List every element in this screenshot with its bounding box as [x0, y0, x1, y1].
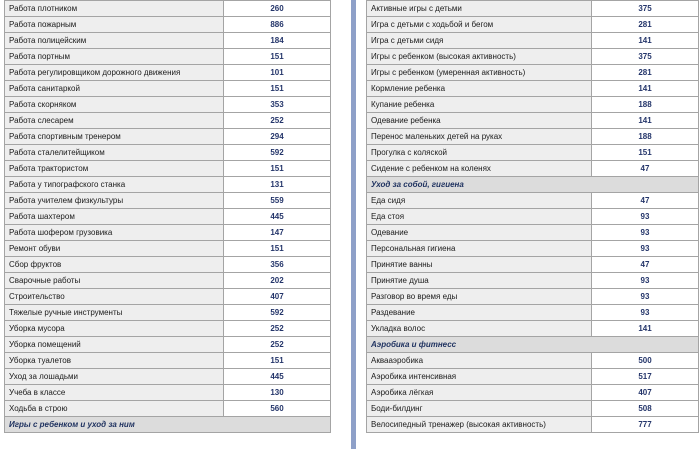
activity-name: Одевание [367, 225, 592, 241]
section-header-row [5, 417, 331, 433]
calorie-value: 886 [224, 17, 331, 33]
calorie-value: 777 [592, 417, 699, 433]
activity-name: Игра с детьми сидя [367, 33, 592, 49]
table-row [367, 49, 699, 65]
calorie-value: 281 [592, 17, 699, 33]
calorie-value: 184 [224, 33, 331, 49]
calorie-value: 151 [224, 49, 331, 65]
calorie-value: 252 [224, 337, 331, 353]
table-row [5, 145, 331, 161]
calorie-value: 407 [592, 385, 699, 401]
calorie-value: 101 [224, 65, 331, 81]
calorie-value: 93 [592, 225, 699, 241]
left-activity-table [4, 0, 331, 433]
table-row [367, 65, 699, 81]
calorie-value: 93 [592, 241, 699, 257]
calorie-value: 445 [224, 369, 331, 385]
table-row [367, 417, 699, 433]
table-row [5, 321, 331, 337]
calorie-value: 151 [224, 161, 331, 177]
calorie-value: 356 [224, 257, 331, 273]
calorie-value: 353 [224, 97, 331, 113]
table-row [367, 369, 699, 385]
activity-name: Работа учителем физкультуры [5, 193, 224, 209]
calorie-value: 47 [592, 257, 699, 273]
table-row [5, 209, 331, 225]
calorie-value: 130 [224, 385, 331, 401]
activity-name: Еда стоя [367, 209, 592, 225]
section-header: Уход за собой, гигиена [367, 177, 699, 193]
table-row [5, 65, 331, 81]
right-table-panel [366, 0, 699, 433]
calorie-value: 375 [592, 1, 699, 17]
calorie-value: 592 [224, 145, 331, 161]
activity-name: Работа скорняком [5, 97, 224, 113]
activity-name: Раздевание [367, 305, 592, 321]
table-row [367, 321, 699, 337]
table-row [367, 193, 699, 209]
activity-name: Уборка помещений [5, 337, 224, 353]
table-row [367, 33, 699, 49]
calorie-value: 47 [592, 193, 699, 209]
calorie-value: 202 [224, 273, 331, 289]
activity-name: Тяжелые ручные инструменты [5, 305, 224, 321]
calorie-value: 500 [592, 353, 699, 369]
table-row [367, 305, 699, 321]
calorie-value: 151 [592, 145, 699, 161]
activity-name: Игры с ребенком (умеренная активность) [367, 65, 592, 81]
activity-name: Аэробика интенсивная [367, 369, 592, 385]
calorie-value: 151 [224, 81, 331, 97]
section-header: Игры с ребенком и уход за ним [5, 417, 331, 433]
table-row [5, 193, 331, 209]
activity-name: Принятие душа [367, 273, 592, 289]
table-row [5, 113, 331, 129]
calorie-value: 560 [224, 401, 331, 417]
calorie-value: 147 [224, 225, 331, 241]
activity-name: Боди-билдинг [367, 401, 592, 417]
table-row [5, 369, 331, 385]
activity-name: Кормление ребенка [367, 81, 592, 97]
table-row [5, 401, 331, 417]
activity-name: Работа полицейским [5, 33, 224, 49]
activity-name: Работа регулировщиком дорожного движения [5, 65, 224, 81]
left-table-panel [4, 0, 331, 433]
panel-divider [351, 0, 356, 449]
activity-name: Активные игры с детьми [367, 1, 592, 17]
calorie-value: 151 [224, 353, 331, 369]
calorie-value: 508 [592, 401, 699, 417]
activity-name: Работа плотником [5, 1, 224, 17]
table-row [367, 97, 699, 113]
table-row [367, 113, 699, 129]
section-header-row [367, 337, 699, 353]
calorie-value: 141 [592, 33, 699, 49]
activity-name: Работа пожарным [5, 17, 224, 33]
activity-name: Перенос маленьких детей на руках [367, 129, 592, 145]
activity-name: Строительство [5, 289, 224, 305]
activity-name: Укладка волос [367, 321, 592, 337]
activity-name: Одевание ребенка [367, 113, 592, 129]
table-row [5, 353, 331, 369]
activity-name: Уборка туалетов [5, 353, 224, 369]
table-row [367, 289, 699, 305]
activity-name: Работа слесарем [5, 113, 224, 129]
calorie-value: 131 [224, 177, 331, 193]
right-activity-table [366, 0, 699, 433]
calorie-value: 252 [224, 113, 331, 129]
calorie-value: 141 [592, 113, 699, 129]
activity-name: Работа шофером грузовика [5, 225, 224, 241]
activity-name: Работа у типографского станка [5, 177, 224, 193]
right-table-body [367, 1, 699, 433]
calorie-value: 141 [592, 321, 699, 337]
calorie-value: 188 [592, 97, 699, 113]
table-row [367, 273, 699, 289]
table-row [367, 385, 699, 401]
activity-name: Ходьба в строю [5, 401, 224, 417]
activity-name: Игра с детьми с ходьбой и бегом [367, 17, 592, 33]
calorie-value: 188 [592, 129, 699, 145]
section-header-row [367, 177, 699, 193]
activity-name: Еда сидя [367, 193, 592, 209]
activity-name: Купание ребенка [367, 97, 592, 113]
calorie-value: 93 [592, 305, 699, 321]
table-row [367, 225, 699, 241]
calorie-value: 93 [592, 289, 699, 305]
table-row [5, 161, 331, 177]
calorie-value: 141 [592, 81, 699, 97]
table-row [5, 289, 331, 305]
activity-name: Сбор фруктов [5, 257, 224, 273]
table-row [367, 81, 699, 97]
table-row [5, 97, 331, 113]
table-row [5, 177, 331, 193]
activity-name: Уход за лошадьми [5, 369, 224, 385]
activity-name: Разговор во время еды [367, 289, 592, 305]
table-row [367, 145, 699, 161]
calorie-value: 252 [224, 321, 331, 337]
table-row [5, 257, 331, 273]
calorie-value: 93 [592, 209, 699, 225]
table-row [5, 17, 331, 33]
activity-name: Работа шахтером [5, 209, 224, 225]
table-row [367, 241, 699, 257]
activity-name: Работа портным [5, 49, 224, 65]
calorie-value: 47 [592, 161, 699, 177]
activity-name: Принятие ванны [367, 257, 592, 273]
calorie-value: 260 [224, 1, 331, 17]
table-row [367, 209, 699, 225]
activity-name: Игры с ребенком (высокая активность) [367, 49, 592, 65]
table-row [5, 225, 331, 241]
table-row [5, 81, 331, 97]
calorie-value: 559 [224, 193, 331, 209]
table-row [5, 273, 331, 289]
activity-name: Персональная гигиена [367, 241, 592, 257]
activity-name: Уборка мусора [5, 321, 224, 337]
calorie-value: 445 [224, 209, 331, 225]
table-row [367, 161, 699, 177]
calorie-value: 151 [224, 241, 331, 257]
activity-name: Прогулка с коляской [367, 145, 592, 161]
calorie-value: 592 [224, 305, 331, 321]
activity-name: Работа сталелитейщиком [5, 145, 224, 161]
table-row [5, 305, 331, 321]
table-row [5, 241, 331, 257]
activity-name: Учеба в классе [5, 385, 224, 401]
activity-name: Аквааэробика [367, 353, 592, 369]
table-row [367, 353, 699, 369]
table-row [5, 1, 331, 17]
calorie-value: 375 [592, 49, 699, 65]
table-row [367, 129, 699, 145]
table-row [5, 129, 331, 145]
table-row [5, 337, 331, 353]
activity-name: Сварочные работы [5, 273, 224, 289]
calorie-value: 281 [592, 65, 699, 81]
activity-name: Ремонт обуви [5, 241, 224, 257]
calorie-value: 294 [224, 129, 331, 145]
table-row [5, 49, 331, 65]
table-row [5, 385, 331, 401]
calorie-value: 407 [224, 289, 331, 305]
activity-name: Аэробика лёгкая [367, 385, 592, 401]
table-row [367, 257, 699, 273]
table-row [367, 17, 699, 33]
calorie-value: 517 [592, 369, 699, 385]
activity-name: Сидение с ребенком на коленях [367, 161, 592, 177]
table-row [367, 1, 699, 17]
section-header: Аэробика и фитнесс [367, 337, 699, 353]
activity-name: Велосипедный тренажер (высокая активность) [367, 417, 592, 433]
left-table-body [5, 1, 331, 433]
activity-name: Работа спортивным тренером [5, 129, 224, 145]
activity-name: Работа трактористом [5, 161, 224, 177]
activity-name: Работа санитаркой [5, 81, 224, 97]
table-row [5, 33, 331, 49]
calorie-value: 93 [592, 273, 699, 289]
table-row [367, 401, 699, 417]
